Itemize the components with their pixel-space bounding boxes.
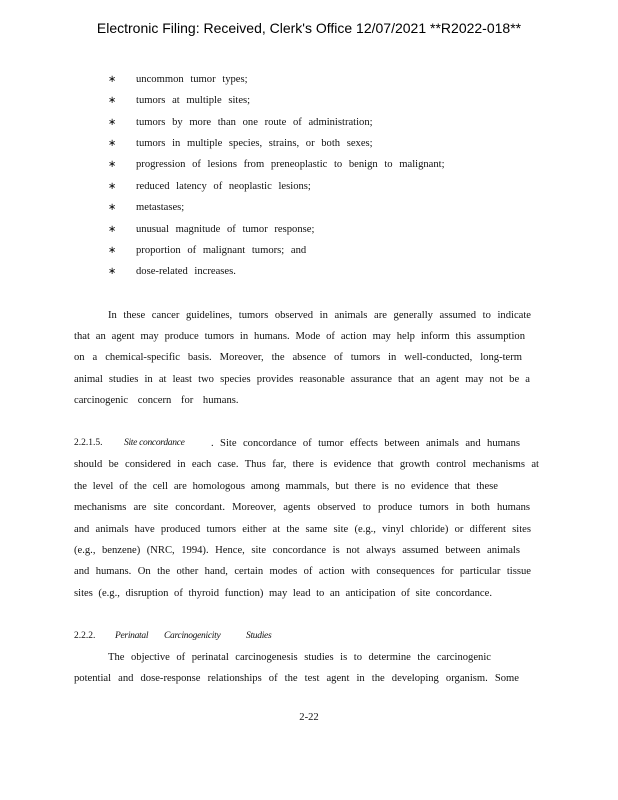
section-number: 2.2.2. xyxy=(74,631,96,641)
paragraph-line: sites (e.g., disruption of thyroid function) may lead to an anticipation of site concordance. xyxy=(74,588,492,599)
bullet-icon: ∗ xyxy=(108,95,117,106)
paragraph-line: on a chemical-specific basis. Moreover, the absence of tumors in well-conducted, long-term xyxy=(74,352,522,363)
paragraph-line: potential and dose-response relationships of the test agent in the developing organism. Some xyxy=(74,673,519,684)
bullet-icon: ∗ xyxy=(108,245,117,256)
page-number: 2-22 xyxy=(299,712,319,723)
bullet-icon: ∗ xyxy=(108,224,117,235)
section-title: Site concordance xyxy=(124,438,185,448)
paragraph-line: The objective of perinatal carcinogenesis studies is to determine the carcinogenic xyxy=(108,652,491,663)
paragraph-line: . Site concordance of tumor effects between animals and humans xyxy=(211,438,520,449)
bullet-icon: ∗ xyxy=(108,117,117,128)
paragraph-line: (e.g., benzene) (NRC, 1994). Hence, site concordance is not always assumed between animals xyxy=(74,545,520,556)
section-title-word: Perinatal xyxy=(115,631,149,641)
paragraph-line: In these cancer guidelines, tumors observed in animals are generally assumed to indicate xyxy=(108,310,531,321)
paragraph-line: that an agent may produce tumors in humans. Mode of action may help inform this assumption xyxy=(74,331,525,342)
filing-header: Electronic Filing: Received, Clerk's Office 12/07/2021 **R2022-018** xyxy=(96,20,522,36)
bullet-icon: ∗ xyxy=(108,138,117,149)
bullet-icon: ∗ xyxy=(108,181,117,192)
bullet-icon: ∗ xyxy=(108,74,117,85)
paragraph-line: mechanisms are site concordant. Moreover, agents observed to produce tumors in both humans xyxy=(74,502,530,513)
paragraph-line: should be considered in each case. Thus far, there is evidence that growth control mechanisms at xyxy=(74,459,539,470)
paragraph-line: carcinogenic concern for humans. xyxy=(74,395,239,406)
paragraph-line: the level of the cell are homologous among mammals, but there is no evidence that these xyxy=(74,481,498,492)
bullet-icon: ∗ xyxy=(108,202,117,213)
bullet-icon: ∗ xyxy=(108,266,117,277)
paragraph-line: animal studies in at least two species provides reasonable assurance that an agent may not be a xyxy=(74,374,530,385)
paragraph-line: and animals have produced tumors either at the same site (e.g., vinyl chloride) or different sites xyxy=(74,524,531,535)
section-title-word: Studies xyxy=(246,631,272,641)
paragraph-line: and humans. On the other hand, certain modes of action with consequences for particular tissue xyxy=(74,566,531,577)
section-number: 2.2.1.5. xyxy=(74,438,103,448)
section-title-word: Carcinogenicity xyxy=(164,631,221,641)
bullet-icon: ∗ xyxy=(108,159,117,170)
